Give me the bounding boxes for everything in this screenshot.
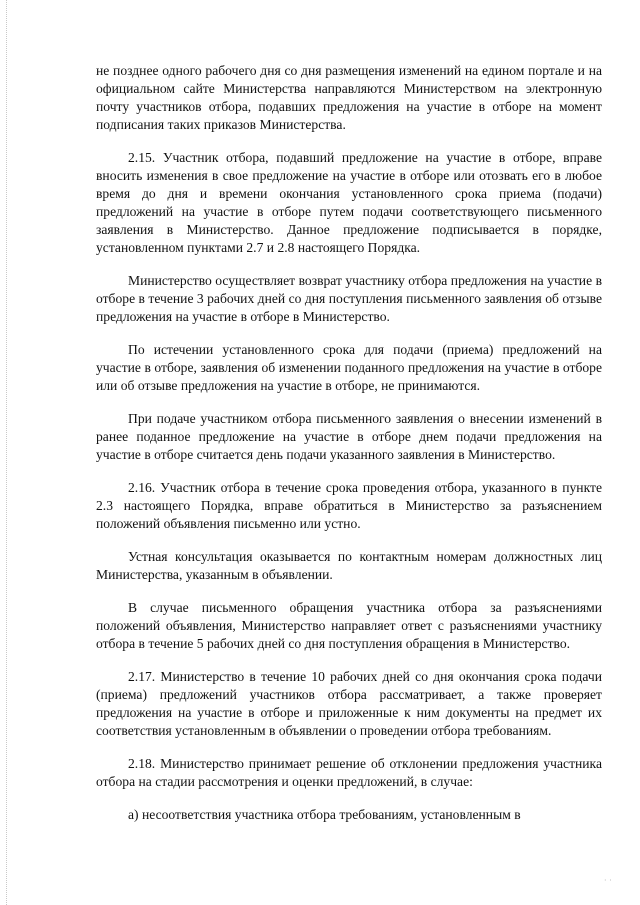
paragraph-return-proposal: Министерство осуществляет возврат участнику отбора предложения на участие в отборе в течение 3 рабочих дней со дня поступления письменного заявления об отзыве предложения на участие в отборе в Министерство. [96, 273, 602, 324]
paragraph-2-16: 2.16. Участник отбора в течение срока проведения отбора, указанного в пункте 2.3 настоящего Порядка, вправе обратиться в Министерство за разъяснением положений объявления письменно или устно. [96, 480, 602, 531]
paragraph-2-18: 2.18. Министерство принимает решение об отклонении предложения участника отбора на стадии рассмотрения и оценки предложений, в случае: [96, 756, 602, 789]
paragraph-item-a: а) несоответствия участника отбора требованиям, установленным в [128, 807, 521, 822]
binding-margin-line [6, 0, 7, 905]
scan-artifact-mark: · · [604, 876, 612, 885]
paragraph-oral-consultation: Устная консультация оказывается по контактным номерам должностных лиц Министерства, указанным в объявлении. [96, 549, 602, 582]
document-body [96, 62, 602, 824]
paragraph-submission-day: При подаче участником отбора письменного заявления о внесении изменений в ранее поданное предложение на участие в отборе днем подачи предложения на участие в отборе считается день подачи указанного заявления в Министерство. [96, 411, 602, 462]
paragraph-deadline-expiry: По истечении установленного срока для подачи (приема) предложений на участие в отборе, заявления об изменении поданного предложения на участие в отборе или об отзыве предложения на участие в отборе, не принимаются. [96, 342, 602, 393]
paragraph-written-request: В случае письменного обращения участника отбора за разъяснениями положений объявления, Министерство направляет ответ с разъяснениями участнику отбора в течение 5 рабочих дней со дня поступления обращения в Министерство. [96, 600, 602, 651]
paragraph-2-15: 2.15. Участник отбора, подавший предложение на участие в отборе, вправе вносить изменения в свое предложение на участие в отборе или отозвать его в любое время до дня и времени окончания установленного срока приема (подачи) предложений на участие в отборе путем подачи соответствующего письменного заявления в Министерство. Данное предложение подписывается в порядке, установленном пунктами 2.7 и 2.8 настоящего Порядка. [96, 150, 602, 255]
paragraph-continuation: не позднее одного рабочего дня со дня размещения изменений на едином портале и на официальном сайте Министерства направляются Министерством на электронную почту участников отбора, подавших предложения на участие в отборе на момент подписания таких приказов Министерства. [96, 63, 602, 132]
paragraph-2-17: 2.17. Министерство в течение 10 рабочих дней со дня окончания срока подачи (приема) предложений участников отбора рассматривает, а также проверяет предложения на участие в отборе и приложенные к ним документы на предмет их соответствия установленным в объявлении о проведении отбора требованиям. [96, 669, 602, 738]
